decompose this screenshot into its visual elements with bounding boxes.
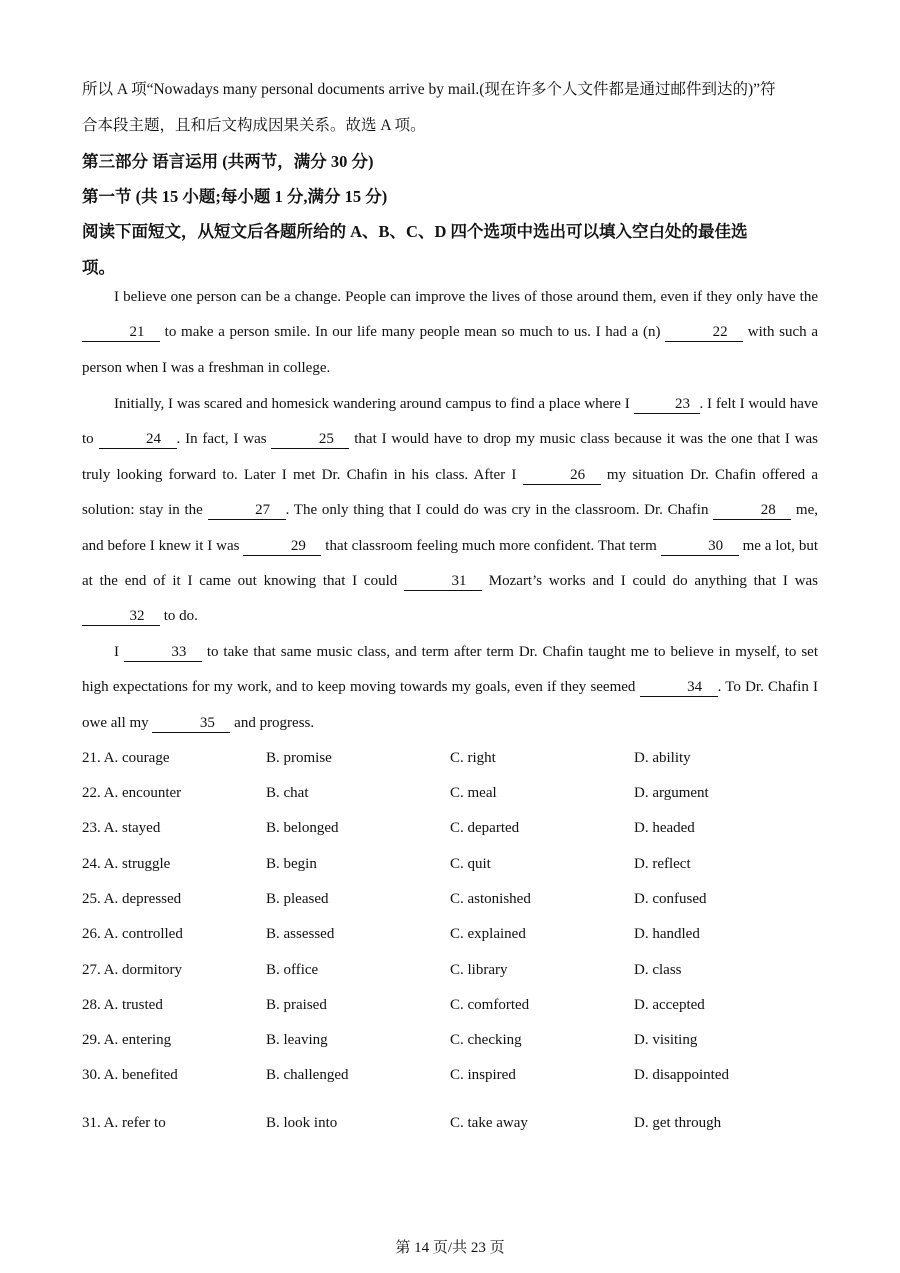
passage-text: I: [114, 644, 124, 660]
option-b: B. leaving: [266, 1032, 328, 1048]
blank-28: 28: [713, 501, 791, 520]
option-b: B. belonged: [266, 820, 339, 836]
option-c: C. checking: [450, 1032, 522, 1048]
option-d: D. get through: [634, 1115, 722, 1131]
option-c: C. inspired: [450, 1067, 516, 1083]
passage-text: . The only thing that I could do was cry in the classroom. Dr. Chafin: [285, 502, 714, 519]
option-b: B. praised: [266, 997, 327, 1013]
blank-32: 32: [82, 607, 160, 626]
passage-text: to take that same music class, and term after term Dr. Chafin taught me to believe in myself, to set high expectations for my work, and to keep moving towards my goals, even if they seemed: [82, 644, 819, 696]
intro-line-1: 所以 A 项“Nowadays many personal documents arrive by mail.(现在许多个人文件都是通过邮件到达的)”符: [82, 81, 776, 98]
option-c: C. astonished: [450, 891, 531, 907]
blank-21: 21: [82, 323, 160, 342]
passage-text: that classroom feeling much more confident. That term: [321, 537, 661, 554]
passage-text: Initially, I was scared and homesick wandering around campus to find a place where I: [114, 396, 634, 412]
option-b: B. begin: [266, 856, 317, 872]
blank-25: 25: [271, 430, 349, 449]
blank-27: 27: [208, 501, 286, 520]
passage-text: me a lot, but at the end of it I came out knowing that I could: [82, 537, 818, 590]
option-d: D. disappointed: [634, 1067, 729, 1083]
blank-30: 30: [661, 537, 739, 556]
passage-text: my situation Dr. Chafin offered a solution: stay in the: [82, 466, 818, 519]
intro-line-2: 合本段主题，且和后文构成因果关系。故选 A 项。: [82, 117, 426, 134]
section-subheading: 第一节 (共 15 小题;每小题 1 分,满分 15 分): [82, 187, 388, 206]
option-d: D. handled: [634, 926, 700, 942]
question-row: [82, 750, 820, 774]
question-row: [82, 962, 820, 986]
section-heading: 第三部分 语言运用 (共两节，满分 30 分): [82, 152, 374, 171]
passage-text: that I would have to drop my music class because it was the one that I was truly looking forward to. Later I met Dr. Chafin in his class. After I: [82, 431, 818, 483]
option-c: C. quit: [450, 856, 491, 872]
instruction-line-1: 阅读下面短文，从短文后各题所给的 A、B、C、D 四个选项中选出可以填入空白处的最佳选: [82, 222, 748, 241]
option-a: 30. A. benefited: [82, 1067, 178, 1083]
passage-text: I believe one person can be a change. People can improve the lives of those around them, even if they only have the: [114, 289, 818, 305]
passage-text: Mozart’s works and I could do anything that I was: [482, 573, 818, 590]
option-b: B. chat: [266, 785, 309, 801]
option-b: B. pleased: [266, 891, 329, 907]
blank-22: 22: [665, 323, 743, 342]
option-c: C. comforted: [450, 997, 530, 1013]
page-footer: 第 14 页/共 23 页: [395, 1240, 505, 1256]
option-a: 24. A. struggle: [82, 856, 171, 872]
blank-29: 29: [243, 537, 321, 556]
option-d: D. confused: [634, 891, 707, 907]
passage-text: . To Dr. Chafin I owe all my: [82, 679, 818, 731]
passage-paragraph-2: [82, 387, 818, 635]
passage-paragraph-1: [82, 280, 818, 386]
passage-text: to do.: [160, 608, 198, 625]
question-row: [82, 856, 820, 880]
option-b: B. assessed: [266, 926, 335, 942]
question-row: [82, 891, 820, 915]
blank-26: 26: [523, 466, 601, 485]
option-d: D. accepted: [634, 997, 705, 1013]
option-b: B. challenged: [266, 1067, 349, 1083]
option-c: C. right: [450, 750, 496, 766]
option-b: B. promise: [266, 750, 332, 766]
question-row: [82, 926, 820, 950]
option-a: 22. A. encounter: [82, 785, 182, 801]
question-row: [82, 1032, 820, 1056]
passage-text: with such a person when I was a freshman in college.: [82, 324, 818, 376]
blank-24: 24: [99, 430, 177, 449]
blank-33: 33: [124, 643, 202, 662]
instruction-line-2: 项。: [82, 258, 115, 277]
option-d: D. class: [634, 962, 682, 978]
option-c: C. departed: [450, 820, 520, 836]
option-c: C. meal: [450, 785, 497, 801]
passage-text: . I felt I would have to: [82, 396, 819, 448]
passage-paragraph-3: [82, 635, 818, 741]
option-a: 26. A. controlled: [82, 926, 183, 942]
passage-text: and progress.: [230, 714, 315, 731]
question-row: [82, 785, 820, 809]
passage-text: . In fact, I was: [176, 431, 272, 448]
option-c: C. library: [450, 962, 508, 978]
option-a: 28. A. trusted: [82, 997, 163, 1013]
passage-text: to make a person smile. In our life many people mean so much to us. I had a (n): [160, 324, 666, 341]
option-d: D. argument: [634, 785, 709, 801]
blank-35: 35: [152, 714, 230, 733]
option-a: 27. A. dormitory: [82, 962, 182, 978]
option-d: D. ability: [634, 750, 691, 766]
option-c: C. take away: [450, 1115, 528, 1131]
option-d: D. headed: [634, 820, 695, 836]
option-b: B. look into: [266, 1115, 338, 1131]
blank-34: 34: [640, 678, 718, 697]
passage-text: me, and before I knew it I was: [82, 502, 819, 554]
option-a: 25. A. depressed: [82, 891, 182, 907]
option-a: 23. A. stayed: [82, 820, 161, 836]
option-d: D. visiting: [634, 1032, 698, 1048]
blank-31: 31: [404, 572, 482, 591]
option-d: D. reflect: [634, 856, 691, 872]
question-row: [82, 820, 820, 844]
question-row: [82, 997, 820, 1021]
option-a: 21. A. courage: [82, 750, 170, 766]
option-a: 29. A. entering: [82, 1032, 172, 1048]
question-row: [82, 1115, 820, 1139]
blank-23: 23: [634, 395, 700, 414]
question-row: [82, 1067, 820, 1091]
option-c: C. explained: [450, 926, 526, 942]
option-b: B. office: [266, 962, 319, 978]
option-a: 31. A. refer to: [82, 1115, 166, 1131]
